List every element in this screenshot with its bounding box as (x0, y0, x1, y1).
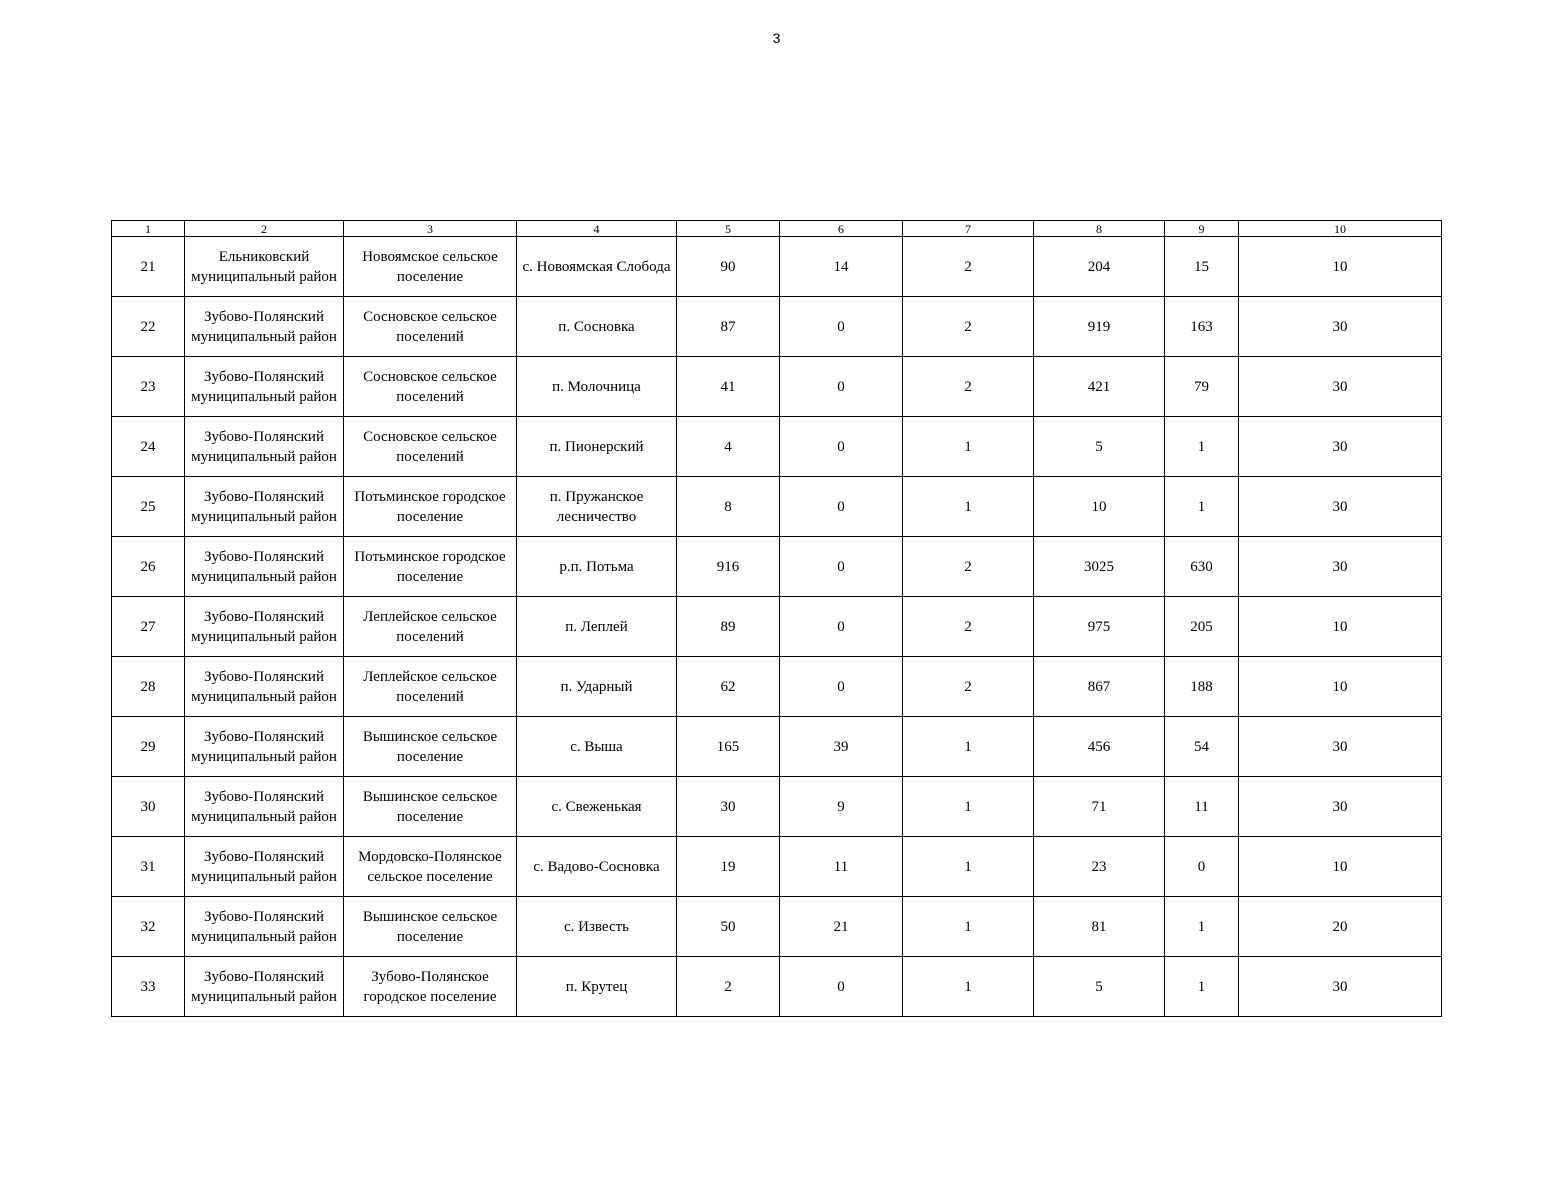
value-cell: 919 (1034, 297, 1165, 357)
locality-cell: п. Крутец (517, 957, 677, 1017)
value-cell: 165 (677, 717, 780, 777)
row-number-cell: 23 (112, 357, 185, 417)
settlement-cell: Вышинское сельское поселение (344, 897, 517, 957)
value-cell: 11 (1165, 777, 1239, 837)
settlement-cell: Леплейское сельское поселений (344, 657, 517, 717)
column-header: 8 (1034, 221, 1165, 237)
value-cell: 163 (1165, 297, 1239, 357)
value-cell: 204 (1034, 237, 1165, 297)
table-row (112, 837, 1442, 897)
row-number-cell: 32 (112, 897, 185, 957)
value-cell: 10 (1239, 237, 1442, 297)
value-cell: 1 (1165, 957, 1239, 1017)
settlement-cell: Сосновское сельское поселений (344, 417, 517, 477)
settlements-table (111, 220, 1442, 1017)
column-header: 2 (185, 221, 344, 237)
table-row (112, 357, 1442, 417)
table-row (112, 657, 1442, 717)
table-row (112, 957, 1442, 1017)
value-cell: 0 (1165, 837, 1239, 897)
settlement-cell: Мордовско-Полянское сельское поселение (344, 837, 517, 897)
value-cell: 10 (1239, 657, 1442, 717)
value-cell: 90 (677, 237, 780, 297)
value-cell: 0 (780, 537, 903, 597)
row-number-cell: 30 (112, 777, 185, 837)
value-cell: 1 (903, 777, 1034, 837)
district-cell: Зубово-Полянский муниципальный район (185, 777, 344, 837)
locality-cell: с. Известь (517, 897, 677, 957)
value-cell: 89 (677, 597, 780, 657)
settlement-cell: Вышинское сельское поселение (344, 777, 517, 837)
value-cell: 87 (677, 297, 780, 357)
value-cell: 205 (1165, 597, 1239, 657)
table-row (112, 777, 1442, 837)
locality-cell: с. Новоямская Слобода (517, 237, 677, 297)
locality-cell: с. Свеженькая (517, 777, 677, 837)
table-row (112, 477, 1442, 537)
value-cell: 79 (1165, 357, 1239, 417)
value-cell: 9 (780, 777, 903, 837)
table-row (112, 717, 1442, 777)
value-cell: 1 (903, 837, 1034, 897)
value-cell: 2 (903, 597, 1034, 657)
table-row (112, 897, 1442, 957)
value-cell: 30 (1239, 477, 1442, 537)
value-cell: 0 (780, 477, 903, 537)
district-cell: Зубово-Полянский муниципальный район (185, 477, 344, 537)
value-cell: 1 (903, 477, 1034, 537)
value-cell: 2 (903, 357, 1034, 417)
value-cell: 23 (1034, 837, 1165, 897)
value-cell: 8 (677, 477, 780, 537)
district-cell: Зубово-Полянский муниципальный район (185, 357, 344, 417)
settlement-cell: Потьминское городское поселение (344, 537, 517, 597)
table-row (112, 297, 1442, 357)
value-cell: 3025 (1034, 537, 1165, 597)
value-cell: 71 (1034, 777, 1165, 837)
row-number-cell: 22 (112, 297, 185, 357)
district-cell: Зубово-Полянский муниципальный район (185, 957, 344, 1017)
district-cell: Зубово-Полянский муниципальный район (185, 897, 344, 957)
value-cell: 10 (1034, 477, 1165, 537)
district-cell: Зубово-Полянский муниципальный район (185, 537, 344, 597)
district-cell: Зубово-Полянский муниципальный район (185, 297, 344, 357)
value-cell: 21 (780, 897, 903, 957)
district-cell: Зубово-Полянский муниципальный район (185, 717, 344, 777)
column-header: 10 (1239, 221, 1442, 237)
locality-cell: с. Выша (517, 717, 677, 777)
settlement-cell: Леплейское сельское поселений (344, 597, 517, 657)
district-cell: Зубово-Полянский муниципальный район (185, 837, 344, 897)
value-cell: 2 (903, 537, 1034, 597)
value-cell: 0 (780, 957, 903, 1017)
settlement-cell: Сосновское сельское поселений (344, 357, 517, 417)
locality-cell: п. Ударный (517, 657, 677, 717)
column-header: 5 (677, 221, 780, 237)
value-cell: 1 (903, 417, 1034, 477)
value-cell: 1 (1165, 417, 1239, 477)
value-cell: 39 (780, 717, 903, 777)
settlement-cell: Вышинское сельское поселение (344, 717, 517, 777)
district-cell: Зубово-Полянский муниципальный район (185, 417, 344, 477)
value-cell: 30 (1239, 537, 1442, 597)
locality-cell: п. Леплей (517, 597, 677, 657)
row-number-cell: 28 (112, 657, 185, 717)
row-number-cell: 29 (112, 717, 185, 777)
row-number-cell: 31 (112, 837, 185, 897)
value-cell: 0 (780, 597, 903, 657)
settlement-cell: Потьминское городское поселение (344, 477, 517, 537)
table-row (112, 417, 1442, 477)
locality-cell: п. Молочница (517, 357, 677, 417)
row-number-cell: 25 (112, 477, 185, 537)
value-cell: 15 (1165, 237, 1239, 297)
table-row (112, 237, 1442, 297)
value-cell: 2 (903, 237, 1034, 297)
value-cell: 54 (1165, 717, 1239, 777)
column-header: 4 (517, 221, 677, 237)
value-cell: 0 (780, 357, 903, 417)
district-cell: Зубово-Полянский муниципальный район (185, 597, 344, 657)
table-row (112, 537, 1442, 597)
value-cell: 1 (903, 717, 1034, 777)
district-cell: Ельниковский муниципальный район (185, 237, 344, 297)
value-cell: 916 (677, 537, 780, 597)
locality-cell: п. Сосновка (517, 297, 677, 357)
row-number-cell: 21 (112, 237, 185, 297)
table-body (112, 237, 1442, 1017)
value-cell: 2 (903, 297, 1034, 357)
settlement-cell: Сосновское сельское поселений (344, 297, 517, 357)
value-cell: 188 (1165, 657, 1239, 717)
value-cell: 1 (903, 957, 1034, 1017)
value-cell: 0 (780, 297, 903, 357)
value-cell: 10 (1239, 837, 1442, 897)
locality-cell: п. Пружанское лесничество (517, 477, 677, 537)
district-cell: Зубово-Полянский муниципальный район (185, 657, 344, 717)
locality-cell: п. Пионерский (517, 417, 677, 477)
value-cell: 2 (903, 657, 1034, 717)
value-cell: 19 (677, 837, 780, 897)
locality-cell: р.п. Потьма (517, 537, 677, 597)
value-cell: 14 (780, 237, 903, 297)
value-cell: 30 (1239, 357, 1442, 417)
row-number-cell: 33 (112, 957, 185, 1017)
value-cell: 5 (1034, 957, 1165, 1017)
value-cell: 630 (1165, 537, 1239, 597)
value-cell: 4 (677, 417, 780, 477)
value-cell: 30 (1239, 717, 1442, 777)
locality-cell: с. Вадово-Сосновка (517, 837, 677, 897)
row-number-cell: 24 (112, 417, 185, 477)
value-cell: 1 (903, 897, 1034, 957)
value-cell: 30 (677, 777, 780, 837)
value-cell: 975 (1034, 597, 1165, 657)
settlement-cell: Новоямское сельское поселение (344, 237, 517, 297)
value-cell: 30 (1239, 297, 1442, 357)
value-cell: 10 (1239, 597, 1442, 657)
value-cell: 11 (780, 837, 903, 897)
settlement-cell: Зубово-Полянское городское поселение (344, 957, 517, 1017)
row-number-cell: 26 (112, 537, 185, 597)
value-cell: 50 (677, 897, 780, 957)
value-cell: 30 (1239, 417, 1442, 477)
header-row (112, 221, 1442, 237)
page-number: 3 (772, 30, 781, 46)
column-header: 3 (344, 221, 517, 237)
column-header: 9 (1165, 221, 1239, 237)
value-cell: 456 (1034, 717, 1165, 777)
value-cell: 2 (677, 957, 780, 1017)
value-cell: 5 (1034, 417, 1165, 477)
value-cell: 1 (1165, 477, 1239, 537)
table-header (112, 221, 1442, 237)
value-cell: 62 (677, 657, 780, 717)
value-cell: 1 (1165, 897, 1239, 957)
value-cell: 421 (1034, 357, 1165, 417)
value-cell: 0 (780, 417, 903, 477)
value-cell: 81 (1034, 897, 1165, 957)
value-cell: 41 (677, 357, 780, 417)
column-header: 1 (112, 221, 185, 237)
value-cell: 0 (780, 657, 903, 717)
value-cell: 30 (1239, 777, 1442, 837)
row-number-cell: 27 (112, 597, 185, 657)
value-cell: 30 (1239, 957, 1442, 1017)
column-header: 7 (903, 221, 1034, 237)
column-header: 6 (780, 221, 903, 237)
table-row (112, 597, 1442, 657)
value-cell: 20 (1239, 897, 1442, 957)
value-cell: 867 (1034, 657, 1165, 717)
